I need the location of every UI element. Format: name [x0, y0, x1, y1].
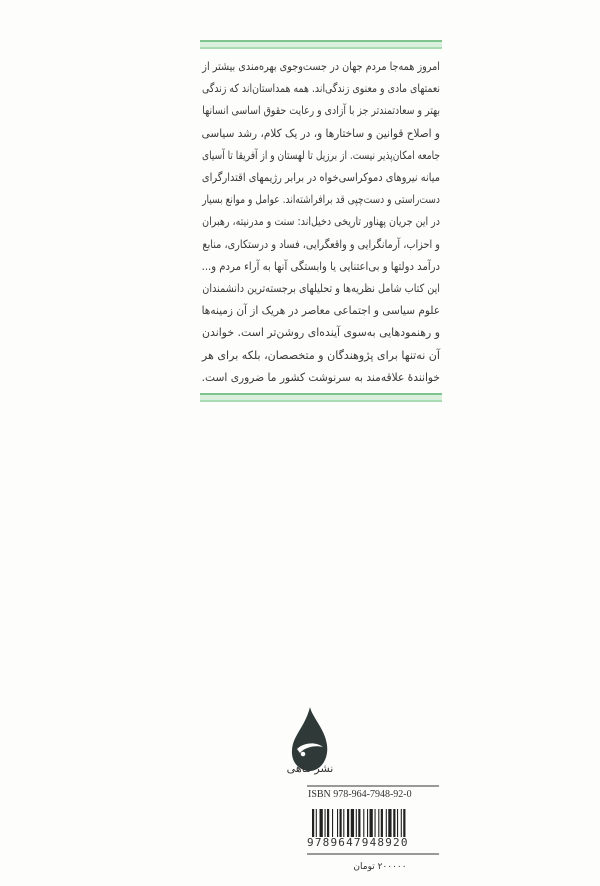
blurb-line: میانه نیروهای دموکراسی‌خواه در برابر رژیمهای اقتدارگرای: [201, 171, 440, 185]
barcode-bar: [325, 809, 326, 837]
barcode: [312, 809, 438, 837]
barcode-bar: [393, 809, 395, 837]
barcode-bar: [340, 809, 342, 837]
barcode-bar: [358, 809, 360, 837]
blurb-line: و اصلاح قوانین و ساختارها و، در یک کلام، رشد سیاسی: [201, 126, 440, 140]
blurb-line: در این جریان پهناور تاریخی دخیل‌اند: سنت و مدرنیته، رهبران: [202, 215, 440, 229]
barcode-bar: [332, 809, 333, 837]
barcode-bar: [356, 809, 357, 837]
bottom-green-rule: [200, 393, 442, 402]
publisher-name: نشر ماهی: [286, 762, 334, 775]
barcode-bar: [388, 809, 391, 837]
blurb-line: آن نه‌تنها برای پژوهندگان و متخصصان، بلکه برای هر: [201, 348, 440, 362]
barcode-bar: [375, 809, 376, 837]
blurb-line: و احزاب، آرمانگرایی و واقعگرایی، فساد و درستکاری، منابع: [202, 237, 440, 251]
blurb-line: درآمد دولتها و بی‌اعتنایی یا وابستگی آنها به آراء مردم و...: [201, 259, 440, 273]
barcode-digits: 9789647948920: [307, 836, 409, 849]
barcode-bar: [351, 809, 354, 837]
blurb-line: خوانندهٔ علاقه‌مند به سرنوشت کشور ما ضروری است.: [201, 370, 440, 384]
blurb-line: این کتاب شامل نظریه‌ها و تحلیلهای برجسته‌ترین دانشمندان: [202, 282, 440, 296]
barcode-bar: [378, 809, 379, 837]
blurb-line: بهتر و سعادتمندتر جز با آزادی و رعایت حقوق اساسی انسانها: [202, 104, 440, 118]
barcode-bar: [370, 809, 373, 837]
price-label: ۲۰۰۰۰۰ تومان: [353, 862, 407, 872]
barcode-bar: [386, 809, 387, 837]
blurb-line: نعمتهای مادی و معنوی زندگی‌اند. همه همداستان‌اند که زندگی: [202, 82, 440, 96]
barcode-bar: [343, 809, 344, 837]
barcode-bar: [401, 809, 402, 837]
barcode-bar: [312, 809, 314, 837]
barcode-bar: [381, 809, 383, 837]
blurb-line: و رهنمودهایی به‌سوی آینده‌ای روشن‌تر است. خواندن: [201, 326, 440, 340]
blurb-line: علوم سیاسی و اجتماعی معاصر در هریک از آن زمینه‌ها: [201, 304, 440, 318]
barcode-bar: [316, 809, 317, 837]
blurb-line: امروز همه‌جا مردم جهان در جست‌وجوی بهره‌مندی بیشتر از: [202, 60, 440, 73]
barcode-bar: [320, 809, 323, 837]
isbn-bottom-rule: [307, 853, 439, 855]
back-cover-blurb: [202, 56, 440, 389]
blurb-line: دست‌راستی و دست‌چپی قد برافراشته‌اند. عوامل و موانع بسیار: [202, 193, 440, 207]
barcode-bar: [337, 809, 338, 837]
barcode-bar: [397, 809, 398, 837]
top-green-rule: [200, 40, 442, 49]
isbn-label: ISBN 978-964-7948-92-0: [308, 789, 412, 800]
barcode-bar: [403, 809, 405, 837]
blurb-line: جامعه امکان‌پذیر نیست. از برزیل تا لهستان و از آفریقا تا آسیای: [201, 148, 440, 162]
barcode-bar: [363, 809, 364, 837]
barcode-bar: [347, 809, 349, 837]
barcode-bar: [327, 809, 329, 837]
isbn-top-rule: [307, 785, 439, 787]
barcode-bar: [367, 809, 368, 837]
